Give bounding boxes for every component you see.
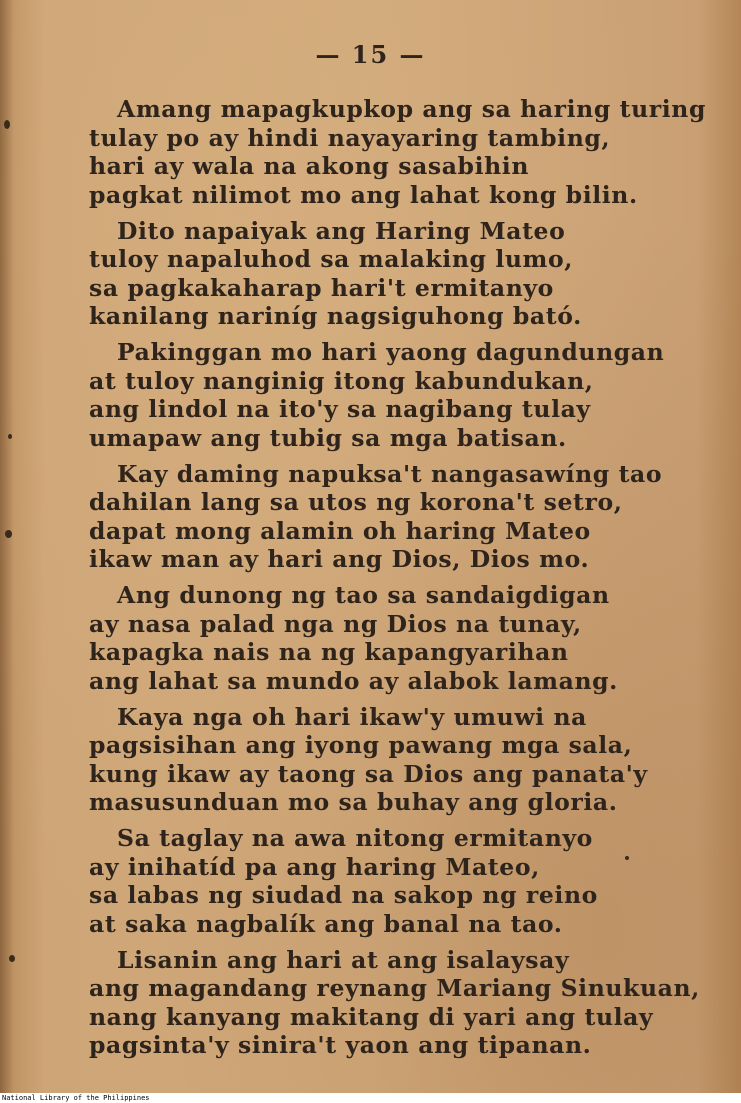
stanza (89, 460, 689, 574)
poem-line: dapat mong alamin oh haring Mateo (89, 516, 591, 545)
poem-line: ay nasa palad nga ng Dios na tunay, (89, 609, 582, 638)
ink-speck (9, 955, 15, 962)
poem-line: masusunduan mo sa buhay ang gloria. (89, 788, 618, 816)
poem-line: pagsinta'y sinira't yaon ang tipanan. (89, 1031, 592, 1059)
poem-line: sa pagkakaharap hari't ermitanyo (89, 273, 554, 302)
poem-line: Sa taglay na awa nitong ermitanyo (117, 824, 593, 852)
page-number: — 15 — (315, 40, 426, 69)
stanza (89, 703, 689, 817)
poem-line: at saka nagbalík ang banal na tao. (89, 909, 563, 938)
ink-speck (5, 530, 12, 538)
poem-line: umapaw ang tubig sa mga batisan. (89, 423, 567, 452)
poem-line: kung ikaw ay taong sa Dios ang panata'y (89, 759, 648, 788)
poem-line: Lisanin ang hari at ang isalaysay (117, 945, 570, 974)
poem-line: pagkat nilimot mo ang lahat kong bilin. (89, 180, 638, 209)
poem-line: dahilan lang sa utos ng korona't setro, (89, 488, 623, 516)
ink-speck (625, 856, 629, 860)
stanza (89, 217, 689, 331)
poem-line: Amang mapagkupkop ang sa haring turing (117, 95, 707, 123)
poem-body (89, 95, 707, 1067)
poem-line: tuloy napaluhod sa malaking lumo, (89, 245, 574, 273)
poem-line: nang kanyang makitang di yari ang tulay (89, 1002, 654, 1031)
poem-line: kapagka nais na ng kapangyarihan (89, 638, 569, 666)
ink-speck (8, 434, 12, 439)
poem-line: ang lahat sa mundo ay alabok lamang. (89, 666, 618, 695)
poem-line: hari ay wala na akong sasabihin (89, 152, 530, 180)
poem-line: kanilang nariníg nagsiguhong bató. (89, 302, 582, 330)
stanza (89, 824, 689, 938)
poem-line: Pakinggan mo hari yaong dagundungan (117, 338, 665, 366)
poem-line: at tuloy nanginig itong kabundukan, (89, 366, 594, 395)
page-edge-shadow (0, 0, 14, 1093)
poem-line: Ang dunong ng tao sa sandaigdigan (117, 581, 610, 609)
stanza (89, 95, 707, 209)
poem-line: ang magandang reynang Mariang Sinukuan, (89, 974, 700, 1002)
ink-speck (4, 120, 10, 129)
poem-line: ay inihatíd pa ang haring Mateo, (89, 852, 540, 881)
poem-line: tulay po ay hindi nayayaring tambing, (89, 123, 611, 152)
stanza (89, 581, 689, 695)
poem-line: sa labas ng siudad na sakop ng reino (89, 881, 598, 909)
stanza (89, 338, 689, 452)
poem-line: ikaw man ay hari ang Dios, Dios mo. (89, 545, 590, 573)
library-credit: National Library of the Philippines (2, 1094, 150, 1102)
poem-line: Kay daming napuksa't nangasawíng tao (117, 459, 663, 488)
stanza (89, 945, 700, 1060)
poem-line: pagsisihan ang iyong pawang mga sala, (89, 731, 633, 759)
poem-line: Kaya nga oh hari ikaw'y umuwi na (117, 702, 587, 731)
poem-line: Dito napaiyak ang Haring Mateo (117, 216, 566, 245)
poem-line: ang lindol na ito'y sa nagibang tulay (89, 395, 591, 423)
